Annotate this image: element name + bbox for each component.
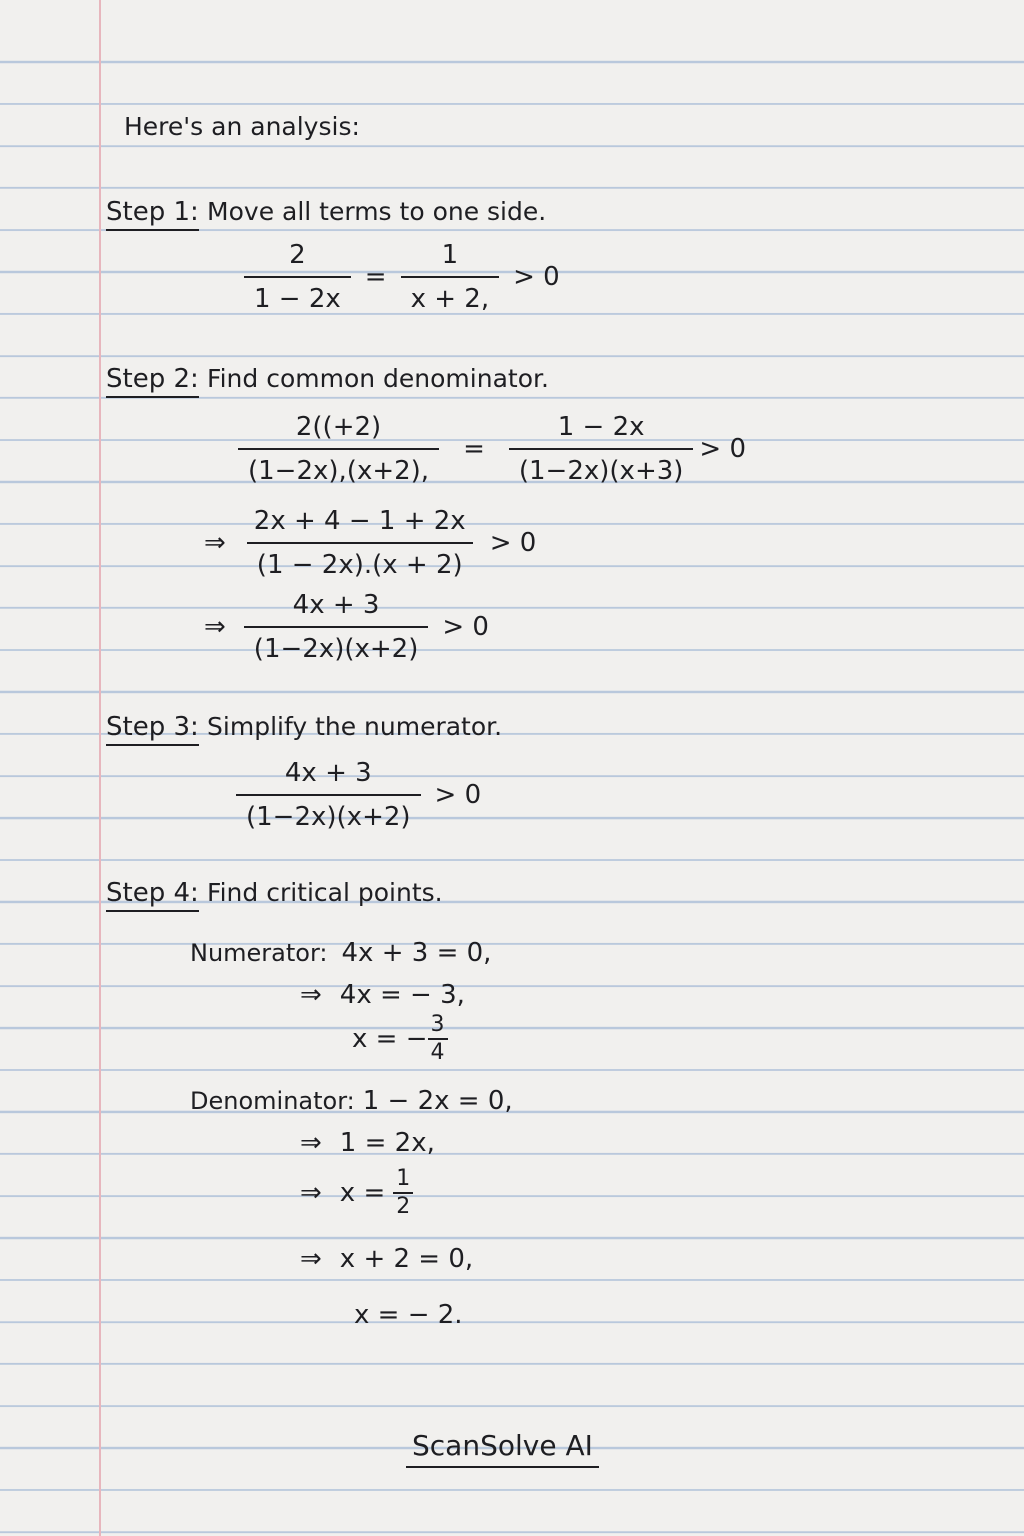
numerator-line-3 bbox=[352, 1014, 448, 1064]
numerator: 2((+2) bbox=[295, 412, 382, 442]
implies-arrow-icon: ⇒ bbox=[300, 980, 322, 1010]
numerator: 4x + 3 bbox=[284, 758, 372, 788]
inequality-rhs: > 0 bbox=[442, 612, 489, 642]
inequality-rhs: > 0 bbox=[489, 528, 537, 558]
step-2-label: Step 2: bbox=[106, 366, 199, 398]
fraction bbox=[509, 412, 694, 486]
fraction bbox=[393, 1168, 413, 1218]
fraction bbox=[238, 412, 439, 486]
implies-arrow-icon: ⇒ bbox=[204, 612, 226, 642]
numerator: 2x + 4 − 1 + 2x bbox=[253, 506, 466, 536]
step-2-text: Find common denominator. bbox=[207, 364, 549, 393]
numerator-line-2 bbox=[300, 982, 465, 1008]
fraction bbox=[244, 240, 351, 314]
numerator: 3 bbox=[430, 1012, 445, 1037]
step-4 bbox=[106, 880, 443, 912]
equation-step-1 bbox=[244, 240, 574, 314]
denominator: (1−2x)(x+2) bbox=[236, 794, 421, 832]
step-4-label: Step 4: bbox=[106, 880, 199, 912]
numerator-step: 4x = − 3, bbox=[339, 980, 465, 1010]
denominator-line-3 bbox=[300, 1168, 413, 1218]
margin-line bbox=[99, 0, 101, 1536]
denominator: x + 2, bbox=[401, 276, 500, 314]
denominator: (1−2x),(x+2), bbox=[238, 448, 439, 486]
equation-step-2a bbox=[238, 412, 760, 486]
numerator-line-1 bbox=[190, 940, 491, 966]
fraction bbox=[428, 1014, 448, 1064]
fraction bbox=[244, 590, 429, 664]
denominator: (1 − 2x).(x + 2) bbox=[247, 542, 473, 580]
fraction bbox=[401, 240, 500, 314]
denominator-line-2 bbox=[300, 1130, 435, 1156]
step-1 bbox=[106, 199, 546, 231]
equation-step-3 bbox=[236, 758, 495, 832]
inequality-rhs: > 0 bbox=[699, 434, 747, 464]
numerator: 1 bbox=[441, 240, 459, 270]
fraction bbox=[244, 506, 476, 580]
denominator: (1−2x)(x+2) bbox=[244, 626, 429, 664]
step-3-label: Step 3: bbox=[106, 714, 199, 746]
implies-arrow-icon: ⇒ bbox=[300, 1128, 322, 1158]
inequality-rhs: > 0 bbox=[434, 780, 482, 810]
step-3-text: Simplify the numerator. bbox=[207, 712, 503, 741]
fraction bbox=[236, 758, 421, 832]
intro-text: Here's an analysis: bbox=[124, 112, 360, 141]
denominator-step: 1 = 2x, bbox=[339, 1128, 435, 1158]
denominator: 2 bbox=[393, 1192, 413, 1218]
numerator: 1 − 2x bbox=[557, 412, 645, 442]
second-factor-equation: x + 2 = 0, bbox=[339, 1244, 474, 1274]
denominator: 1 − 2x bbox=[244, 276, 351, 314]
implies-arrow-icon: ⇒ bbox=[300, 1178, 322, 1208]
inequality-rhs: > 0 bbox=[513, 262, 560, 292]
equation-step-2b bbox=[204, 506, 550, 580]
denominator-line-4 bbox=[300, 1246, 473, 1272]
numerator: 4x + 3 bbox=[292, 590, 380, 620]
step-1-label: Step 1: bbox=[106, 199, 199, 231]
equation-step-2c bbox=[204, 590, 503, 664]
denominator-line-1 bbox=[190, 1088, 513, 1114]
footer-brand: ScanSolve AI bbox=[406, 1432, 599, 1468]
implies-arrow-icon: ⇒ bbox=[300, 1244, 322, 1274]
denominator: (1−2x)(x+3) bbox=[509, 448, 694, 486]
operator: = bbox=[364, 262, 387, 292]
numerator: 1 bbox=[396, 1166, 411, 1191]
step-3 bbox=[106, 714, 502, 746]
denominator-label: Denominator: bbox=[190, 1087, 355, 1115]
operator: = bbox=[463, 434, 485, 464]
implies-arrow-icon: ⇒ bbox=[204, 528, 226, 558]
step-1-text: Move all terms to one side. bbox=[207, 197, 547, 226]
step-2 bbox=[106, 366, 549, 398]
step-4-text: Find critical points. bbox=[207, 878, 443, 907]
denominator-line-5 bbox=[354, 1302, 463, 1328]
numerator-equation: 4x + 3 = 0, bbox=[341, 938, 492, 968]
denominator: 4 bbox=[428, 1038, 448, 1064]
numerator-solution-lhs: x = − bbox=[352, 1024, 428, 1054]
numerator: 2 bbox=[289, 240, 306, 270]
denominator-solution-lhs: x = bbox=[339, 1178, 386, 1208]
second-factor-solution: x = − 2. bbox=[354, 1300, 463, 1330]
numerator-label: Numerator: bbox=[190, 939, 328, 967]
denominator-equation: 1 − 2x = 0, bbox=[362, 1086, 513, 1116]
